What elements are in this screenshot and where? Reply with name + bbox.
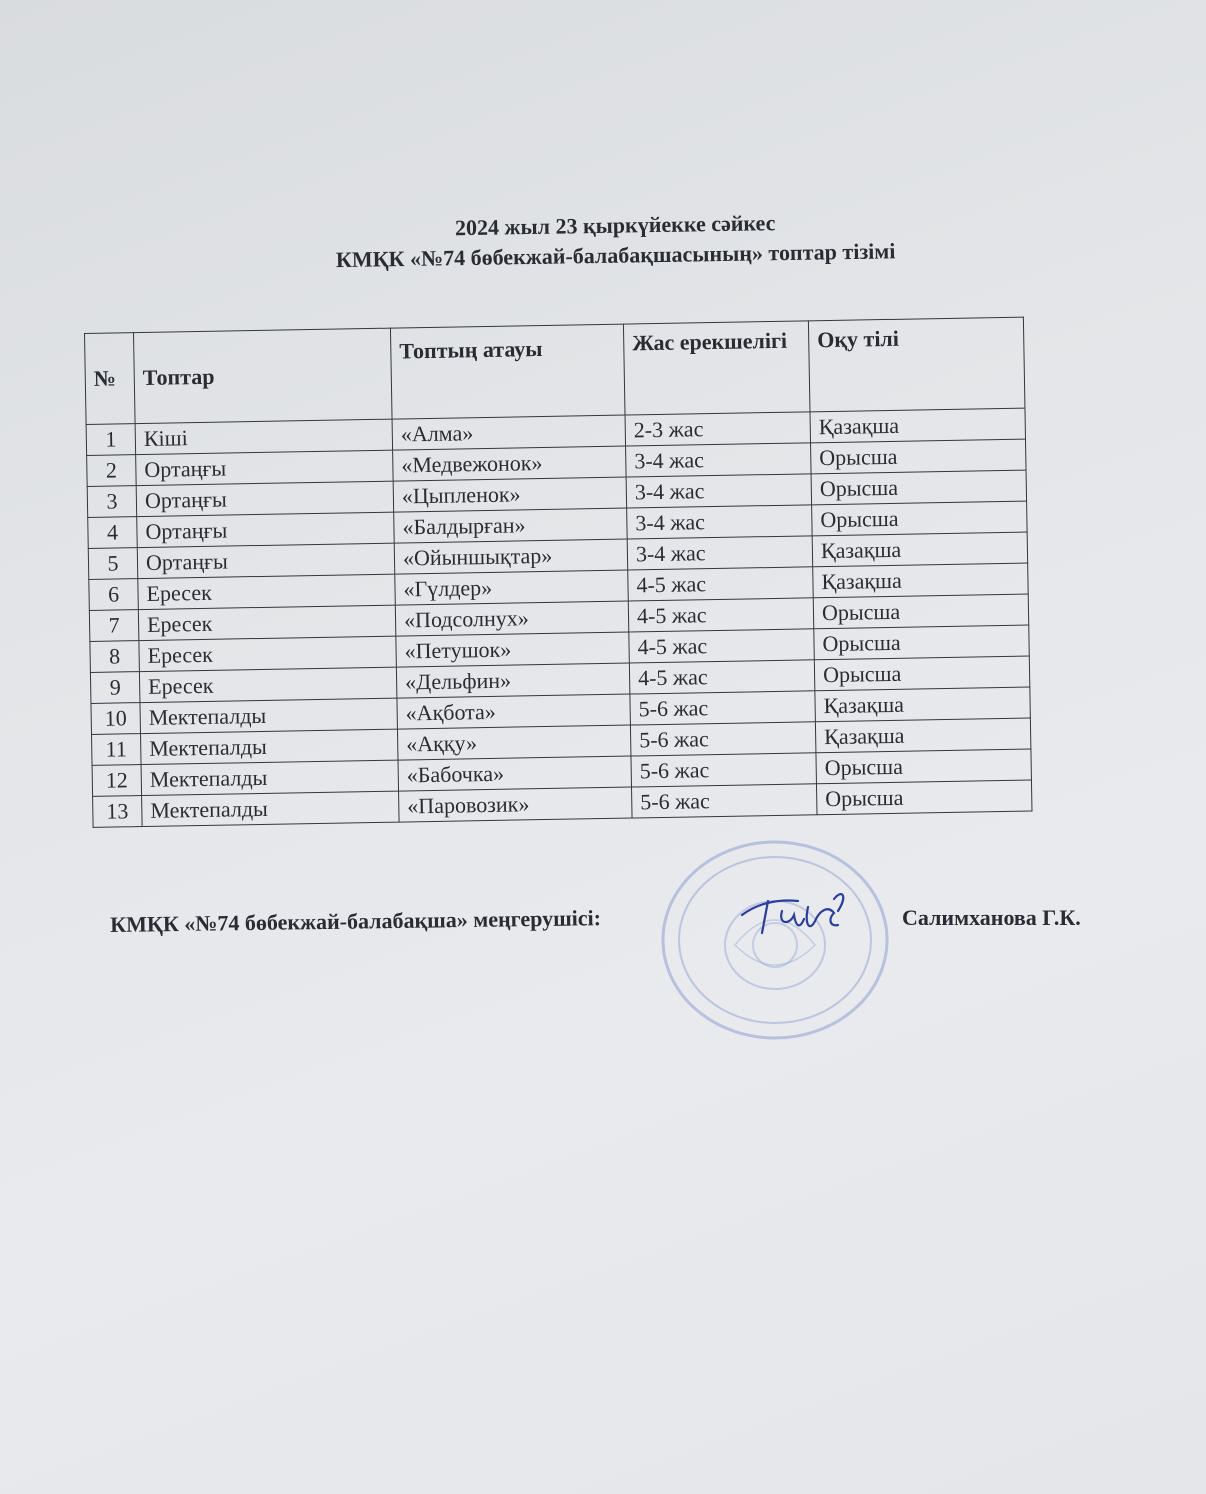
- cell-group: Мектепалды: [140, 729, 398, 764]
- header-age: Жас ерекшелігі: [623, 321, 810, 415]
- header-group: Топтар: [134, 328, 393, 423]
- cell-name: «Алма»: [392, 415, 626, 450]
- cell-no: 9: [90, 672, 140, 704]
- cell-language: Орысша: [813, 594, 1029, 629]
- cell-language: Орысша: [811, 470, 1027, 505]
- cell-age: 3-4 жас: [626, 474, 812, 508]
- cell-no: 2: [87, 455, 137, 487]
- cell-no: 3: [87, 486, 137, 518]
- cell-group: Мектепалды: [141, 760, 399, 795]
- cell-no: 6: [89, 579, 139, 611]
- cell-age: 3-4 жас: [627, 505, 813, 539]
- header-no: №: [85, 333, 136, 425]
- cell-age: 5-6 жас: [630, 722, 816, 756]
- cell-age: 4-5 жас: [629, 629, 815, 663]
- cell-group: Ортаңғы: [136, 481, 394, 516]
- header-name: Топтың атауы: [390, 324, 625, 419]
- cell-age: 4-5 жас: [628, 598, 814, 632]
- cell-name: «Петушок»: [396, 632, 630, 667]
- header-language: Оқу тілі: [808, 317, 1025, 412]
- cell-no: 11: [92, 734, 142, 766]
- cell-language: Қазақша: [813, 563, 1029, 598]
- cell-group: Ересек: [138, 605, 396, 640]
- cell-language: Қазақша: [812, 532, 1028, 567]
- groups-table-wrapper: [84, 317, 1032, 828]
- cell-age: 5-6 жас: [630, 691, 816, 725]
- cell-age: 4-5 жас: [629, 660, 815, 694]
- cell-name: «Подсолнух»: [395, 601, 629, 636]
- cell-language: Қазақша: [815, 687, 1031, 722]
- cell-group: Ересек: [138, 574, 396, 609]
- cell-name: «Цыпленок»: [393, 477, 627, 512]
- cell-group: Мектепалды: [142, 791, 400, 826]
- cell-name: «Бабочка»: [398, 756, 632, 791]
- title-line-1: 2024 жыл 23 қыркүйекке сәйкес: [454, 210, 776, 241]
- footer-position: КМҚК «№74 бөбекжай-балабақша» меңгерушісі:: [110, 905, 602, 937]
- cell-group: Ортаңғы: [136, 450, 394, 485]
- cell-no: 8: [90, 641, 140, 673]
- cell-language: Орысша: [814, 625, 1030, 660]
- cell-age: 2-3 жас: [625, 412, 811, 446]
- cell-name: «Балдырған»: [394, 508, 628, 543]
- cell-name: «Дельфин»: [396, 663, 630, 698]
- cell-language: Орысша: [816, 780, 1032, 815]
- cell-no: 13: [93, 796, 143, 828]
- cell-group: Ортаңғы: [137, 543, 395, 578]
- cell-no: 1: [86, 424, 136, 456]
- cell-name: «Гүлдер»: [395, 570, 629, 605]
- cell-language: Қазақша: [815, 718, 1031, 753]
- footer-manager-name: Салимханова Г.К.: [902, 905, 1081, 930]
- groups-table: [84, 317, 1032, 828]
- cell-language: Орысша: [812, 501, 1028, 536]
- cell-group: Ортаңғы: [137, 512, 395, 547]
- cell-no: 5: [88, 548, 138, 580]
- cell-name: «Ойыншықтар»: [394, 539, 628, 574]
- cell-language: Орысша: [811, 439, 1027, 474]
- table-header-row: [85, 317, 1025, 424]
- cell-language: Қазақша: [810, 408, 1026, 443]
- cell-name: «Аққу»: [397, 725, 631, 760]
- cell-name: «Медвежонок»: [393, 446, 627, 481]
- cell-language: Орысша: [814, 656, 1030, 691]
- cell-group: Ересек: [139, 636, 397, 671]
- cell-age: 5-6 жас: [631, 753, 817, 787]
- cell-group: Мектепалды: [140, 698, 398, 733]
- cell-age: 3-4 жас: [627, 536, 813, 570]
- cell-no: 12: [92, 765, 142, 797]
- cell-age: 3-4 жас: [626, 443, 812, 477]
- cell-name: «Паровозик»: [399, 787, 633, 822]
- cell-age: 4-5 жас: [628, 567, 814, 601]
- signature: [738, 885, 858, 945]
- cell-no: 4: [88, 517, 138, 549]
- cell-no: 10: [91, 703, 141, 735]
- cell-name: «Ақбота»: [397, 694, 631, 729]
- cell-group: Ересек: [139, 667, 397, 702]
- cell-age: 5-6 жас: [632, 784, 818, 818]
- cell-group: Кіші: [135, 419, 393, 454]
- cell-language: Орысша: [816, 749, 1032, 784]
- title-line-2: КМҚК «№74 бөбекжай-балабақшасының» топтар тізімі: [335, 238, 896, 273]
- document-title: [150, 203, 1081, 278]
- table-body: [86, 408, 1032, 827]
- cell-no: 7: [89, 610, 139, 642]
